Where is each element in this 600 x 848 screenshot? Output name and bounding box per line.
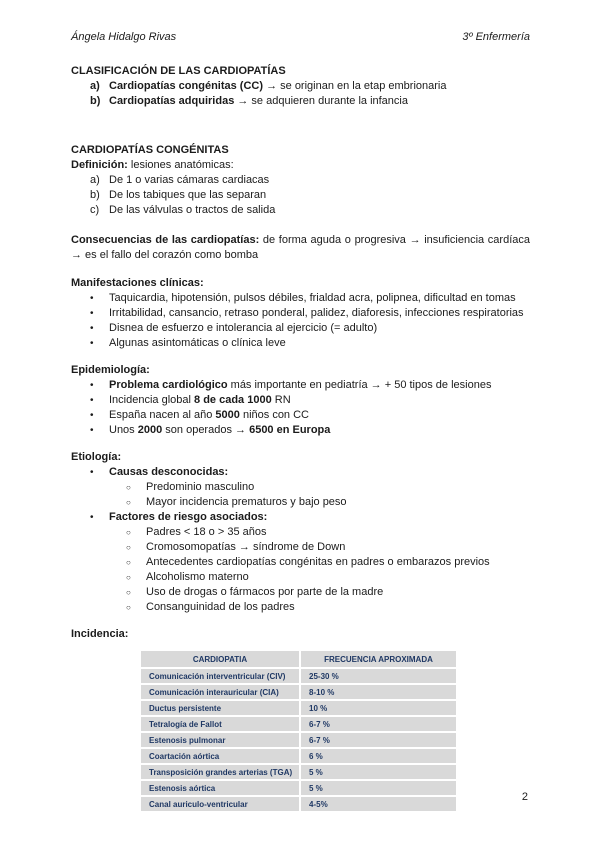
cell-cardiopatia: Estenosis pulmonar: [141, 733, 301, 749]
doc-header-author: Ángela Hidalgo Rivas: [71, 31, 177, 43]
bullet-icon: •: [90, 410, 94, 421]
sub-list-item: [71, 480, 530, 495]
list-item-text: Cardiopatías adquiridas → se adquieren durante la infancia: [109, 95, 408, 107]
cell-frecuencia: 5 %: [301, 781, 456, 797]
list-item-text: Disnea de esfuerzo e intolerancia al ejercicio (= adulto): [109, 322, 378, 334]
section-title-etiologia: Etiología:: [71, 451, 122, 463]
list-item-text: De las válvulas o tractos de salida: [109, 204, 276, 216]
list-item-text: Taquicardia, hipotensión, pulsos débiles, frialdad acra, polipnea, dificultad en tomas: [109, 292, 516, 304]
circle-bullet-icon: ○: [126, 483, 131, 492]
list-item-text: Uso de drogas o fármacos por parte de la madre: [146, 586, 384, 598]
list-item: [71, 306, 530, 321]
doc-header-course: 3º Enfermería: [462, 31, 530, 43]
list-item-text: Factores de riesgo asociados:: [109, 511, 268, 523]
sub-list-item: [71, 495, 530, 510]
list-item: [71, 336, 530, 351]
cell-frecuencia: 6-7 %: [301, 717, 456, 733]
table-header-row: [141, 651, 456, 669]
cell-cardiopatia: Ductus persistente: [141, 701, 301, 717]
list-item: [71, 423, 530, 438]
cell-cardiopatia: Comunicación interauricular (CIA): [141, 685, 301, 701]
table-row: [141, 765, 456, 781]
bullet-icon: •: [90, 293, 94, 304]
cell-frecuencia: 6 %: [301, 749, 456, 765]
list-item: [71, 291, 530, 306]
list-item-text: Antecedentes cardiopatías congénitas en padres o embarazos previos: [146, 556, 490, 568]
table-row: [141, 685, 456, 701]
list-item-text: Predominio masculino: [146, 481, 255, 493]
list-marker: c): [90, 204, 100, 216]
list-item-text: Padres < 18 o > 35 años: [146, 526, 267, 538]
list-item: [71, 465, 530, 480]
list-marker: b): [90, 189, 100, 201]
circle-bullet-icon: ○: [126, 588, 131, 597]
list-item-text: Cromosomopatías → síndrome de Down: [146, 541, 346, 553]
circle-bullet-icon: ○: [126, 603, 131, 612]
list-item: [71, 188, 530, 203]
bullet-icon: •: [90, 323, 94, 334]
list-item-text: Mayor incidencia prematuros y bajo peso: [146, 496, 347, 508]
sub-list-item: [71, 525, 530, 540]
sub-list-item: [71, 570, 530, 585]
section-title-epidemiologia: Epidemiología:: [71, 364, 150, 376]
list-item-text: De 1 o varias cámaras cardiacas: [109, 174, 270, 186]
cell-frecuencia: 8-10 %: [301, 685, 456, 701]
list-item: [71, 393, 530, 408]
bullet-icon: •: [90, 467, 94, 478]
list-item-text: España nacen al año 5000 niños con CC: [109, 409, 309, 421]
list-item: [71, 408, 530, 423]
bullet-icon: •: [90, 380, 94, 391]
bullet-icon: •: [90, 338, 94, 349]
table-row: [141, 669, 456, 685]
cell-frecuencia: 10 %: [301, 701, 456, 717]
section-title-manifestaciones: Manifestaciones clínicas:: [71, 277, 204, 289]
sub-list-item: [71, 555, 530, 570]
list-marker: b): [90, 95, 101, 107]
list-item: [71, 321, 530, 336]
bullet-icon: •: [90, 308, 94, 319]
section-title-congenitas: CARDIOPATÍAS CONGÉNITAS: [71, 144, 229, 156]
sub-list-item: [71, 600, 530, 615]
circle-bullet-icon: ○: [126, 543, 131, 552]
list-marker: a): [90, 174, 100, 186]
list-item: [71, 79, 530, 94]
list-item: [71, 173, 530, 188]
list-item-text: Cardiopatías congénitas (CC) → se originan en la etap embrionaria: [109, 80, 447, 92]
list-item-text: Algunas asintomáticas o clínica leve: [109, 337, 286, 349]
section-title-clasificacion: CLASIFICACIÓN DE LAS CARDIOPATÍAS: [71, 65, 286, 77]
table-row: [141, 717, 456, 733]
list-item-text: Unos 2000 son operados → 6500 en Europa: [109, 424, 331, 436]
page-number: 2: [521, 791, 528, 803]
bullet-icon: •: [90, 512, 94, 523]
list-item: [71, 94, 530, 109]
cell-cardiopatia: Transposición grandes arterias (TGA): [141, 765, 301, 781]
section-title-incidencia: Incidencia:: [71, 628, 129, 640]
list-item-text: Irritabilidad, cansancio, retraso ponderal, palidez, diaforesis, infecciones respiratorias: [109, 307, 524, 319]
list-item: [71, 203, 530, 218]
table-row: [141, 749, 456, 765]
list-item: [71, 378, 530, 393]
list-item-text: Alcoholismo materno: [146, 571, 249, 583]
list-item: [71, 510, 530, 525]
table-header-frecuencia: FRECUENCIA APROXIMADA: [301, 651, 456, 669]
cell-frecuencia: 4-5%: [301, 797, 456, 813]
cell-cardiopatia: Tetralogía de Fallot: [141, 717, 301, 733]
circle-bullet-icon: ○: [126, 498, 131, 507]
cell-frecuencia: 25-30 %: [301, 669, 456, 685]
sub-list-item: [71, 585, 530, 600]
table-row: [141, 781, 456, 797]
bullet-icon: •: [90, 425, 94, 436]
list-marker: a): [90, 80, 100, 92]
cell-cardiopatia: Comunicación interventricular (CIV): [141, 669, 301, 685]
paragraph-consecuencias: Consecuencias de las cardiopatías: de forma aguda o progresiva → insuficiencia cardíaca → es el fallo del corazón como bomba: [71, 234, 530, 261]
cell-frecuencia: 6-7 %: [301, 733, 456, 749]
circle-bullet-icon: ○: [126, 573, 131, 582]
cell-frecuencia: 5 %: [301, 765, 456, 781]
list-item-text: Causas desconocidas:: [109, 466, 229, 478]
list-item-text: Consanguinidad de los padres: [146, 601, 295, 613]
circle-bullet-icon: ○: [126, 528, 131, 537]
list-item-text: Problema cardiológico más importante en pediatría → + 50 tipos de lesiones: [109, 379, 492, 391]
doc-header: [71, 30, 530, 45]
table-row: [141, 701, 456, 717]
cell-cardiopatia: Canal auriculo-ventricular: [141, 797, 301, 813]
list-item-text: De los tabiques que las separan: [109, 189, 267, 201]
table-row: [141, 733, 456, 749]
incidence-table: [141, 651, 456, 813]
cell-cardiopatia: Coartación aórtica: [141, 749, 301, 765]
sub-list-item: [71, 540, 530, 555]
circle-bullet-icon: ○: [126, 558, 131, 567]
definition-line: Definición: lesiones anatómicas:: [71, 159, 234, 171]
cell-cardiopatia: Estenosis aórtica: [141, 781, 301, 797]
bullet-icon: •: [90, 395, 94, 406]
table-header-cardiopatia: CARDIOPATIA: [141, 651, 301, 669]
list-item-text: Incidencia global 8 de cada 1000 RN: [109, 394, 291, 406]
table-row: [141, 797, 456, 813]
